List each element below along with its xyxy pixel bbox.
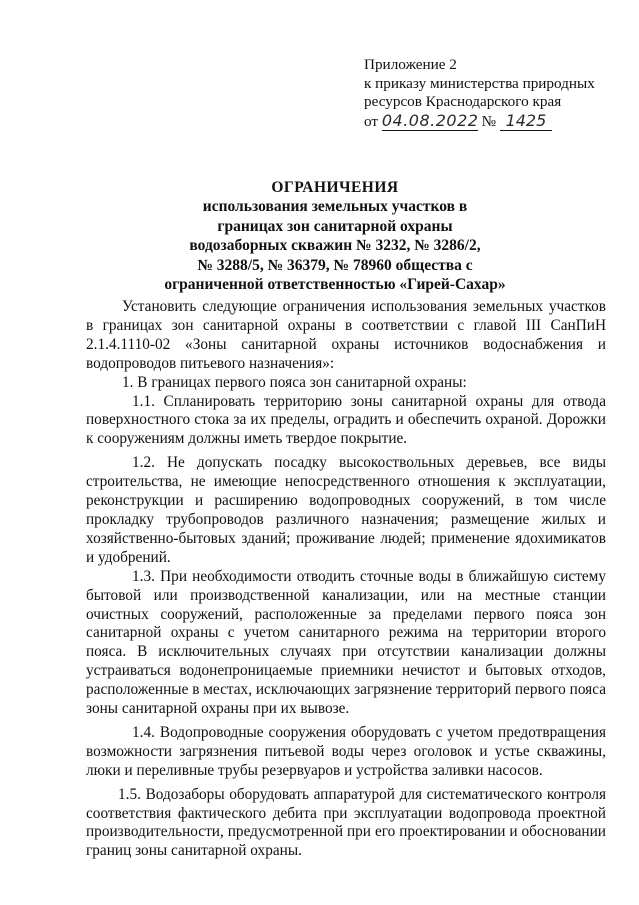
document-body — [86, 298, 606, 861]
paragraph-1-3: 1.3. При необходимости отводить сточные воды в ближайшую систему бытовой или производственной канализации, или на местные станции очистных сооружений, расположенные за пределами первого пояса зон санитарной охраны с учетом санитарного режима на территории второго пояса. В исключительных случаях при отсутствии канализации должны устраиваться водонепроницаемые приемники нечистот и бытовых отходов, расположенные в местах, исключающих загрязнение территорий первого пояса зоны санитарной охраны при их вывозе. — [86, 567, 606, 718]
handwritten-number: 1425 — [500, 112, 552, 132]
appendix-ministry-line: ресурсов Краснодарского края — [364, 93, 562, 110]
paragraph-1-5: 1.5. Водозаборы оборудовать аппаратурой для систематического контроля соответствия фактического дебита при эксплуатации водопровода проектной производительности, предусмотренной при его проектировании и обосновании границ зоны санитарной охраны. — [86, 785, 606, 860]
intro-paragraph: Установить следующие ограничения использования земельных участков в границах зон санитарной охраны в соответствии с главой III СанПиН 2.1.4.1110-02 «Зоны санитарной охраны источников водоснабжения и водопроводов питьевого назначения»: — [86, 298, 606, 372]
handwritten-date: 04.08.2022 — [381, 110, 479, 130]
from-label: от — [364, 112, 379, 130]
section-1-heading: 1. В границах первого пояса зон санитарной охраны: — [122, 373, 467, 391]
appendix-date-line — [364, 112, 624, 132]
appendix-title: Приложение 2 — [364, 56, 457, 73]
appendix-order-line: к приказу министерства природных — [364, 74, 595, 92]
paragraph-1-1: 1.1. Спланировать территорию зоны санитарной охраны для отвода поверхностного стока за их пределы, оградить и обеспечить охраной. Дорожки к сооружениям должны иметь твердое покрытие. — [86, 392, 606, 448]
document-title: ОГРАНИЧЕНИЯ — [271, 179, 399, 196]
title-line-2: границах зон санитарной охраны — [217, 217, 453, 235]
paragraph-1-2: 1.2. Не допускать посадку высокоствольных деревьев, все виды строительства, не имеющие непосредственного отношения к эксплуатации, реконструкции и расширению водопроводных сооружений, в том числе прокладку трубопроводов различного назначения; размещение жилых и хозяйственно-бытовых зданий; проживание людей; применение ядохимикатов и удобрений. — [86, 454, 606, 566]
paragraph-1-4: 1.4. Водопроводные сооружения оборудовать с учетом предотвращения возможности загрязнения питьевой воды через оголовок и устье скважины, люки и переливные трубы резервуаров и устройства заливки насосов. — [86, 723, 606, 779]
appendix-block — [364, 56, 624, 131]
title-line-4: № 3288/5, № 36379, № 78960 общества с — [197, 256, 473, 274]
title-line-1: использования земельных участков в — [202, 198, 468, 216]
title-line-5: ограниченной ответственностью «Гирей-Сахар» — [164, 276, 506, 294]
title-block — [70, 178, 600, 294]
title-line-3: водозаборных скважин № 3232, № 3286/2, — [189, 237, 481, 255]
number-label: № — [481, 112, 497, 130]
